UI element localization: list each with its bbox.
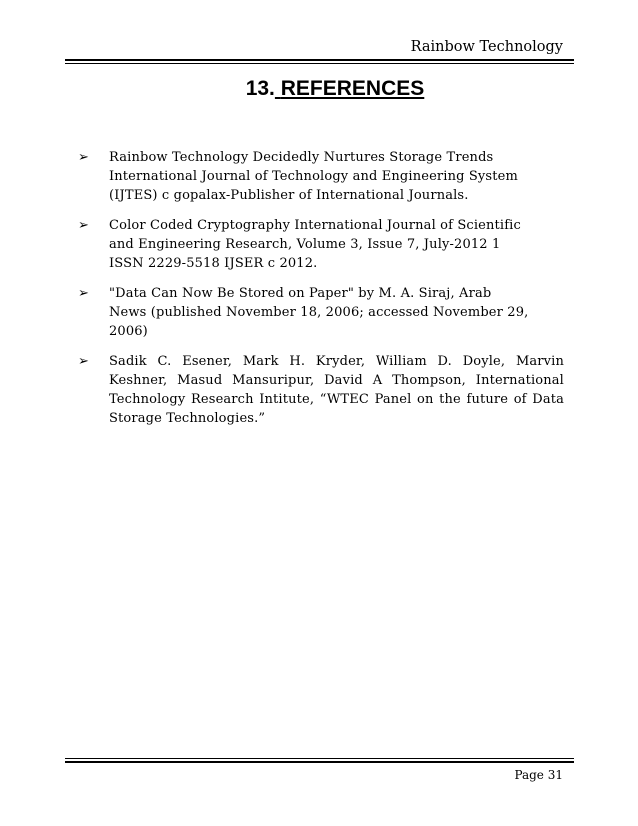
header-rule-thick (65, 59, 574, 61)
reference-line: Storage Technologies.” (109, 411, 266, 426)
footer-rule-thick (65, 761, 574, 763)
arrow-bullet-icon: ➢ (78, 286, 90, 301)
reference-line: and Engineering Research, Volume 3, Issue 7, July-2012 1 (109, 237, 501, 252)
reference-line: Rainbow Technology Decidedly Nurtures Storage Trends (109, 150, 494, 165)
reference-line: International Journal of Technology and Engineering System (109, 169, 518, 184)
reference-item (76, 284, 564, 341)
reference-line: Technology Research Intitute, “WTEC Panel on the future of Data (109, 392, 564, 407)
references-list (76, 148, 564, 428)
reference-line: (IJTES) c gopalax-Publisher of International Journals. (109, 188, 469, 203)
running-header-title: Rainbow Technology (410, 39, 563, 55)
section-title-text: REFERENCES (280, 77, 425, 100)
arrow-bullet-icon: ➢ (78, 218, 90, 233)
footer-rule-thin (65, 758, 574, 759)
page-number: Page 31 (514, 768, 563, 782)
reference-line: Color Coded Cryptography International Journal of Scientific (109, 218, 521, 233)
arrow-bullet-icon: ➢ (78, 150, 90, 165)
page-title (0, 76, 638, 102)
header-rule-thin (65, 63, 574, 64)
reference-line: ISSN 2229-5518 IJSER c 2012. (109, 256, 318, 271)
reference-line: News (published November 18, 2006; accessed November 29, (109, 305, 529, 320)
arrow-bullet-icon: ➢ (78, 354, 90, 369)
section-number: 13. (245, 77, 275, 100)
reference-line: Sadik C. Esener, Mark H. Kryder, William D. Doyle, Marvin (109, 354, 564, 369)
section-title (275, 77, 424, 100)
reference-line: "Data Can Now Be Stored on Paper" by M. A. Siraj, Arab (109, 286, 492, 301)
reference-item (76, 148, 564, 205)
reference-item (76, 352, 564, 428)
reference-line: 2006) (109, 324, 148, 339)
reference-line: Keshner, Masud Mansuripur, David A Thompson, International (109, 373, 564, 388)
reference-item (76, 216, 564, 273)
